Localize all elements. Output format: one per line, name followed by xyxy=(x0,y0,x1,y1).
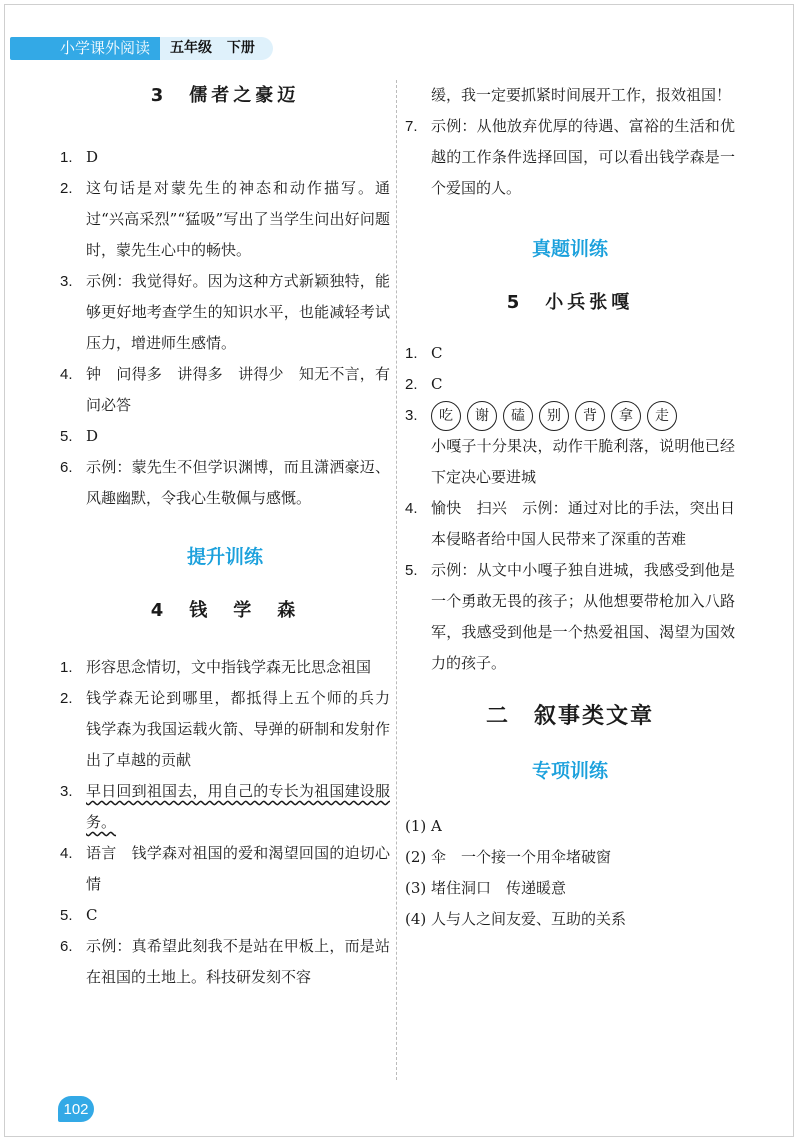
answer-item: 2. 钱学森无论到哪里，都抵得上五个师的兵力 钱学森为我国运载火箭、导弹的研制和发射作出了卓越的贡献 xyxy=(60,689,406,769)
lesson-title-5: 5 小兵张嘎 xyxy=(506,292,634,313)
section-heading-advanced: 提升训练 xyxy=(186,546,263,568)
book-title: 小学课外阅读 xyxy=(10,37,160,60)
circled-char: 谢 xyxy=(467,401,497,431)
section-heading-special: 专项训练 xyxy=(531,760,608,782)
lesson-title-3: 3 儒者之豪迈 xyxy=(150,85,300,106)
paren-answer: (2) 伞 一个接一个用伞堵破窗 xyxy=(405,848,612,866)
running-header xyxy=(10,36,273,60)
answer-item: 4. 愉快 扫兴 示例：通过对比的手法，突出日本侵略者给中国人民带来了深重的苦难 xyxy=(405,499,735,548)
circled-char: 走 xyxy=(647,401,677,431)
circled-verbs xyxy=(431,400,735,431)
answer-item: 3. 早日回到祖国去，用自己的专长为祖国建设服务。 xyxy=(60,782,390,831)
answer-item: 1. C xyxy=(405,344,443,362)
answer-item: 1. D xyxy=(60,148,99,166)
answer-text: 小嘎子十分果决，动作干脆利落，说明他已经下定决心要进城 xyxy=(431,437,735,486)
circled-char: 吃 xyxy=(431,401,461,431)
grade-label: 五年级 下册 xyxy=(160,37,273,60)
answer-item: 5. 示例：从文中小嘎子独自进城，我感受到他是一个勇敢无畏的孩子；从他想要带枪加入八路军，我感受到他是一个热爱祖国、渴望为国效力的孩子。 xyxy=(405,561,735,672)
answer-item: 7. 示例：从他放弃优厚的待遇、富裕的生活和优越的工作条件选择回国，可以看出钱学森是一个爱国的人。 xyxy=(405,117,735,197)
page-number: 102 xyxy=(58,1096,94,1122)
chapter-heading: 二 叙事类文章 xyxy=(485,704,654,729)
answer-item: 6. 示例：真希望此刻我不是站在甲板上，而是站在祖国的土地上。科技研发刻不容 xyxy=(60,937,390,986)
answer-item: 2. 这句话是对蒙先生的神态和动作描写。通过“兴高采烈”“猛吸”写出了当学生问出好问题时，蒙先生心中的畅快。 xyxy=(60,179,390,259)
paren-answer: (1) A xyxy=(405,817,442,835)
circled-char: 别 xyxy=(539,401,569,431)
right-column xyxy=(405,80,735,935)
answer-item: 4. 语言 钱学森对祖国的爱和渴望回国的迫切心情 xyxy=(60,844,390,893)
answer-item: 1. 形容思念情切，文中指钱学森无比思念祖国 xyxy=(60,658,372,676)
answer-item: 3. 吃 谢 磕 别 背 拿 走 xyxy=(405,400,735,431)
answer-item: 2. C xyxy=(405,375,443,393)
section-heading-exam: 真题训练 xyxy=(531,238,608,260)
paren-answer: (4) 人与人之间友爱、互助的关系 xyxy=(405,910,627,928)
answer-continuation: 缓，我一定要抓紧时间展开工作，报效祖国！ xyxy=(431,86,732,104)
answer-item: 4. 钟 问得多 讲得多 讲得少 知无不言，有问必答 xyxy=(60,365,390,414)
circled-char: 背 xyxy=(575,401,605,431)
paren-answer: (3) 堵住洞口 传递暖意 xyxy=(405,879,567,897)
answer-item: 5. D xyxy=(60,427,99,445)
column-divider xyxy=(396,80,397,1080)
answer-item: 5. C xyxy=(60,906,98,924)
circled-char: 磕 xyxy=(503,401,533,431)
left-column xyxy=(60,80,406,993)
lesson-title-4: 4 钱 学 森 xyxy=(150,600,300,621)
answer-item: 6. 示例：蒙先生不但学识渊博，而且潇洒豪迈、风趣幽默，令我心生敬佩与感慨。 xyxy=(60,458,390,507)
circled-char: 拿 xyxy=(611,401,641,431)
answer-item: 3. 示例：我觉得好。因为这种方式新颖独特，能够更好地考查学生的知识水平，也能减轻考试压力，增进师生感情。 xyxy=(60,272,390,352)
